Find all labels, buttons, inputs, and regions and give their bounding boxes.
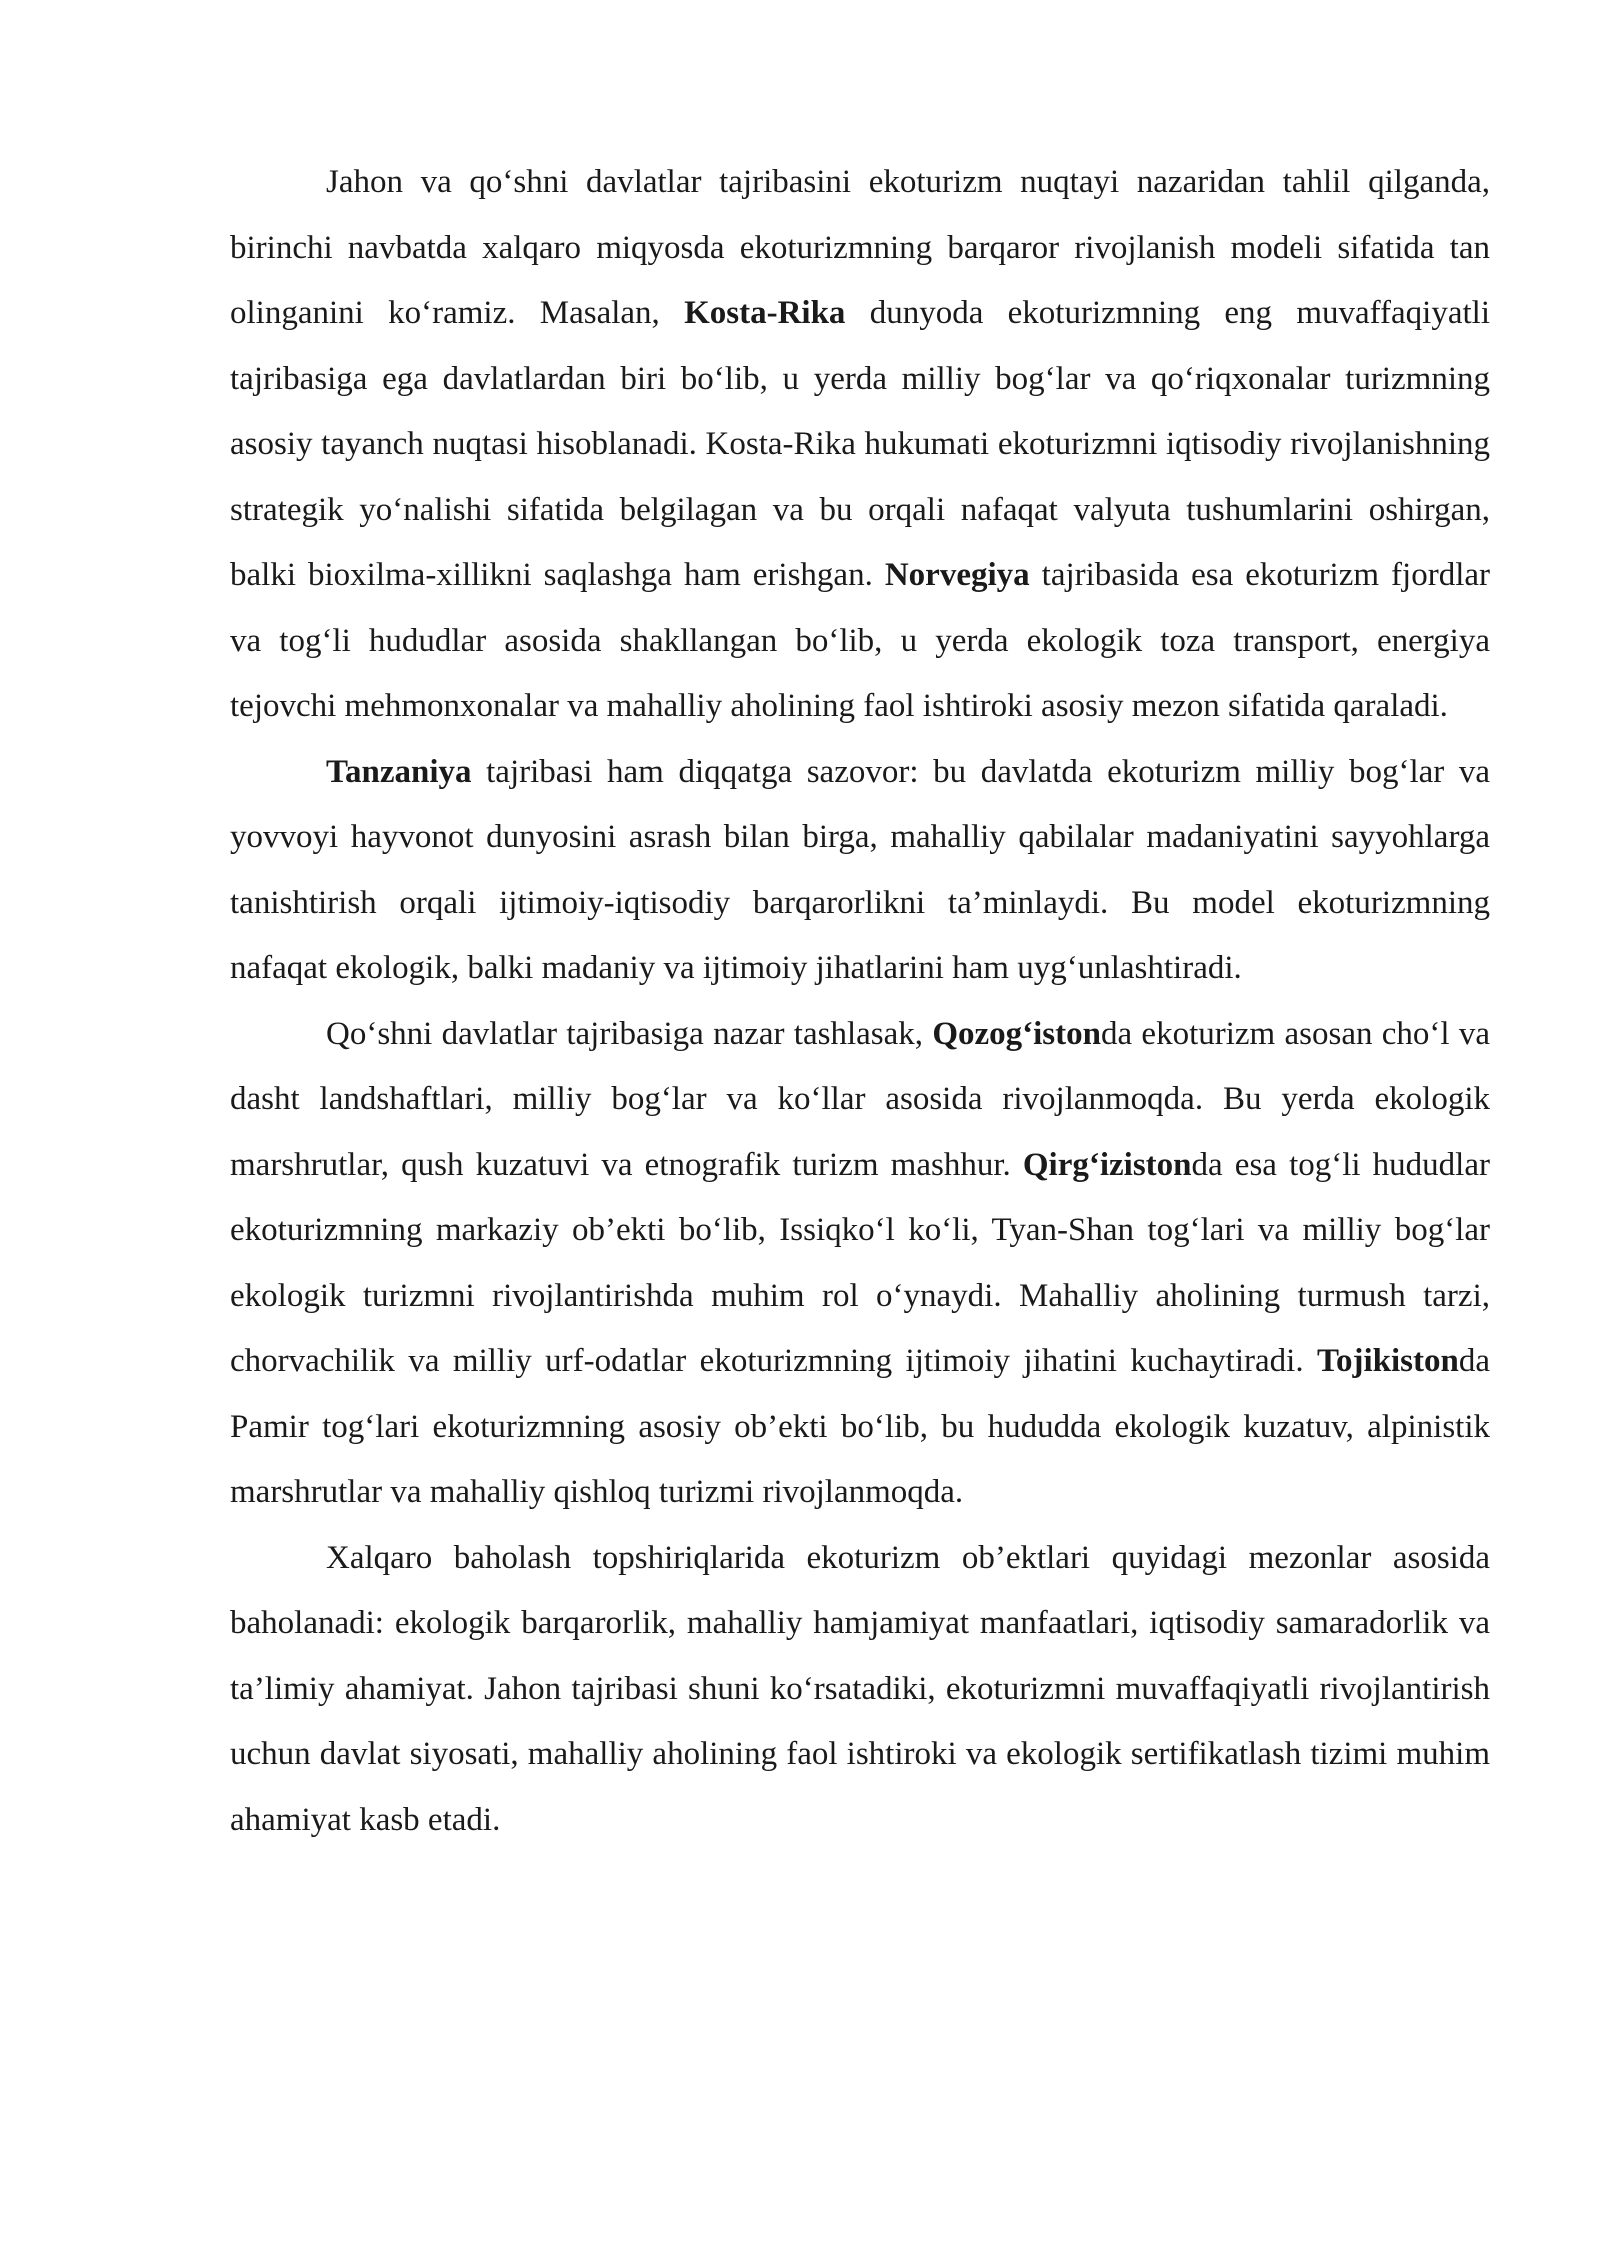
paragraph-1 bbox=[230, 150, 1490, 740]
bold-country-name: Kosta-Rika bbox=[684, 295, 846, 331]
text-run: da Pamir tog‘lari ekoturizmning asosiy ob’ekti bo‘lib, bu hududda ekologik kuzatuv, alpinistik marshrutlar va mahalliy qishloq turizmi rivojlanmoqda. bbox=[230, 1343, 1490, 1510]
document-page bbox=[230, 150, 1490, 1853]
text-run: dunyoda ekoturizmning eng muvaffaqiyatli tajribasiga ega davlatlardan biri bo‘lib, u yerda milliy bog‘lar va qo‘riqxonalar turizmning asosiy tayanch nuqtasi hisoblanadi. Kosta-Rika hukumati ekoturizmni iqtisodiy rivojlanishning strategik yo‘nalishi sifatida belgilagan va bu orqali nafaqat valyuta tushumlarini oshirgan, balki bioxilma-xillikni saqlashga ham erishgan. bbox=[230, 295, 1490, 593]
bold-country-name: Norvegiya bbox=[884, 557, 1030, 593]
text-run: da esa tog‘li hududlar ekoturizmning markaziy ob’ekti bo‘lib, Issiqko‘l ko‘li, Tyan-Shan tog‘lari va milliy bog‘lar ekologik turizmni rivojlantirishda muhim rol o‘ynaydi. Mahalliy aholining turmush tarzi, chorvachilik va milliy urf-odatlar ekoturizmning ijtimoiy jihatini kuchaytiradi. bbox=[230, 1146, 1490, 1379]
paragraph-4 bbox=[230, 1526, 1490, 1854]
text-run: Qo‘shni davlatlar tajribasiga nazar tashlasak, bbox=[326, 1015, 933, 1052]
text-run: tajribasi ham diqqatga sazovor: bu davlatda ekoturizm milliy bog‘lar va yovvoyi hayvonot dunyosini asrash bilan birga, mahalliy qabilalar madaniyatini sayyohlarga tanishtirish orqali ijtimoiy-iqtisodiy barqarorlikni ta’minlaydi. Bu model ekoturizmning nafaqat ekologik, balki madaniy va ijtimoiy jihatlarini ham uyg‘unlashtiradi. bbox=[230, 753, 1490, 986]
paragraph-2 bbox=[230, 740, 1490, 1002]
bold-country-name: Tojikiston bbox=[1316, 1343, 1459, 1379]
bold-country-name: Qozog‘iston bbox=[932, 1015, 1101, 1052]
paragraph-3 bbox=[230, 1002, 1490, 1526]
bold-country-name: Qirg‘iziston bbox=[1022, 1146, 1192, 1183]
text-run: Jahon va qo‘shni davlatlar tajribasini ekoturizm nuqtayi nazaridan tahlil qilganda, birinchi navbatda xalqaro miqyosda ekoturizmning barqaror rivojlanish modeli sifatida tan olinganini ko‘ramiz. Masalan, bbox=[230, 164, 1490, 331]
text-run: tajribasida esa ekoturizm fjordlar va tog‘li hududlar asosida shakllangan bo‘lib, u yerda ekologik toza transport, energiya tejovchi mehmonxonalar va mahalliy aholining faol ishtiroki asosiy mezon sifatida qaraladi. bbox=[230, 557, 1490, 724]
text-run: Xalqaro baholash topshiriqlarida ekoturizm ob’ektlari quyidagi mezonlar asosida baholanadi: ekologik barqarorlik, mahalliy hamjamiyat manfaatlari, iqtisodiy samaradorlik va ta’limiy ahamiyat. Jahon tajribasi shuni ko‘rsatadiki, ekoturizmni muvaffaqiyatli rivojlantirish uchun davlat siyosati, mahalliy aholining faol ishtiroki va ekologik sertifikatlash tizimi muhim ahamiyat kasb etadi. bbox=[230, 1539, 1490, 1838]
text-run: da ekoturizm asosan cho‘l va dasht landshaftlari, milliy bog‘lar va ko‘llar asosida rivojlanmoqda. Bu yerda ekologik marshrutlar, qush kuzatuvi va etnografik turizm mashhur. bbox=[230, 1015, 1491, 1183]
bold-country-name: Tanzaniya bbox=[326, 753, 472, 790]
